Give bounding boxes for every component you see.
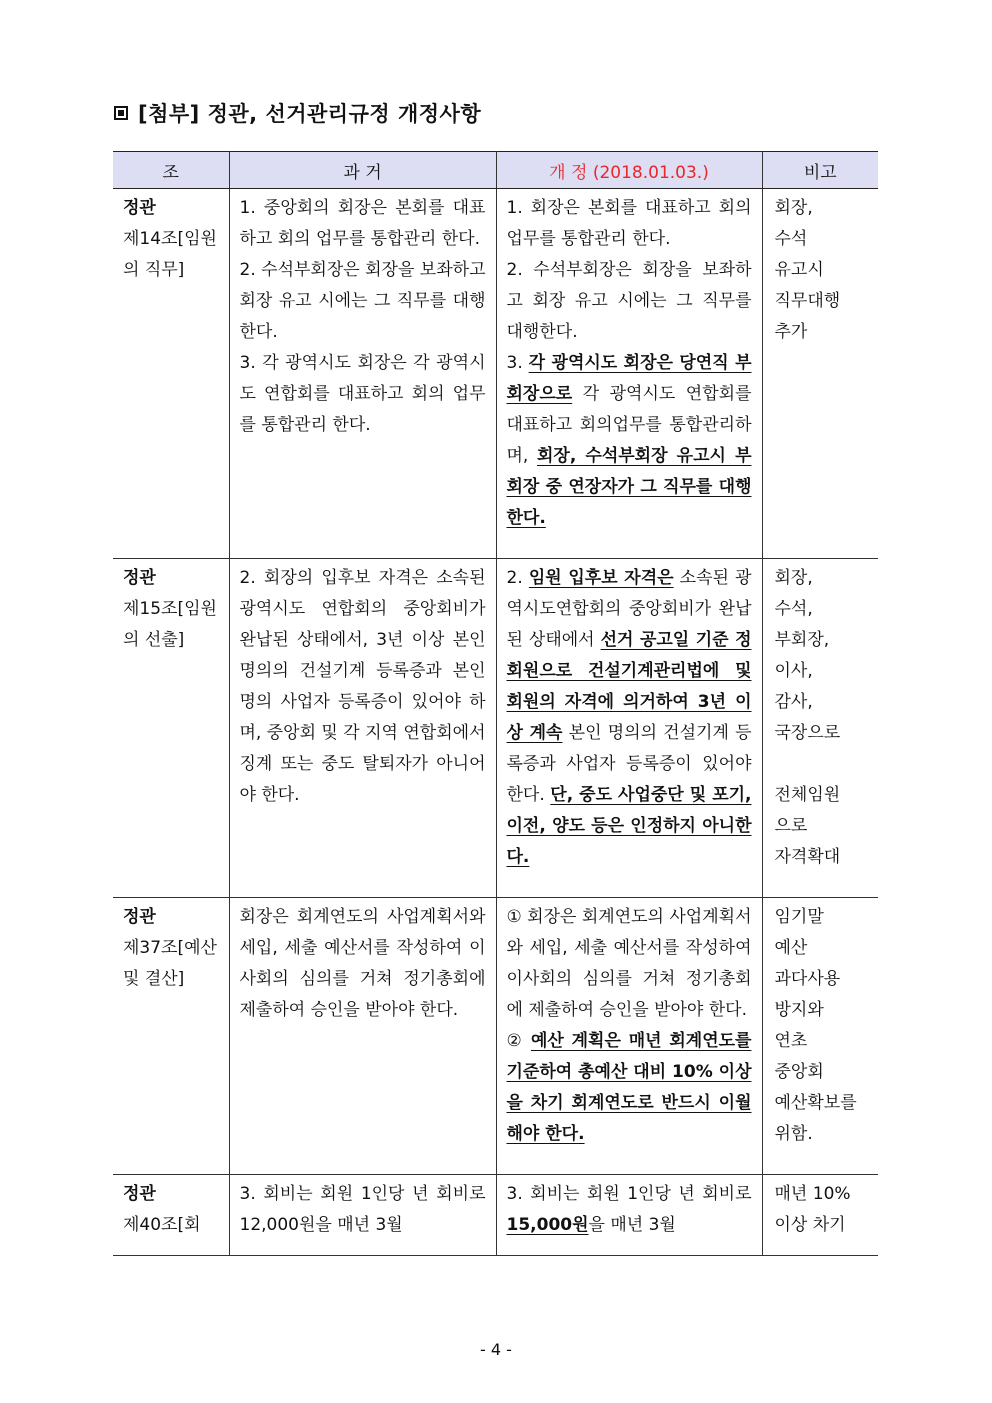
revision-text: 3.	[506, 353, 529, 373]
article-cell	[113, 898, 229, 1175]
past-cell	[229, 559, 496, 898]
past-cell	[229, 1175, 496, 1256]
note-line: 수석,	[774, 599, 813, 619]
past-paragraph: 1. 중앙회의 회장은 본회를 대표하고 회의 업무를 통합관리 한다.	[239, 198, 486, 249]
revision-cell	[496, 1175, 762, 1256]
revision-text: 본인 명의의 건설기계 등록증과 사업자 등록증이 있어야 한다.	[506, 723, 752, 805]
article-label: 정관	[123, 907, 156, 927]
article-cell	[113, 189, 229, 559]
revision-text: 각 광역시도 연합회를 대표하고 회의업무를 통합관리하며,	[506, 384, 752, 466]
revision-paragraph: 2. 수석부회장은 회장을 보좌하고 회장 유고 시에는 그 직무를 대행한다.	[506, 260, 752, 342]
header-note: 비고	[762, 152, 878, 189]
past-cell	[229, 898, 496, 1175]
revision-text: 을 매년 3월	[588, 1215, 676, 1235]
revision-text: 소속된 광역시도연합회의 중앙회비가 완납된 상태에서	[506, 568, 752, 650]
note-line: 으로	[774, 816, 808, 836]
revision-emphasis: 단, 중도 사업중단 및 포기, 이전, 양도 등은 인정하지 아니한다.	[506, 785, 752, 867]
revision-cell	[496, 559, 762, 898]
past-paragraph: 2. 회장의 입후보 자격은 소속된 광역시도 연합회의 중앙회비가 완납된 상태에서, 3년 이상 본인 명의의 건설기계 등록증과 본인 명의 사업자 등록증이 있어야 하며, 중앙회 및 각 지역 연합회에서 징계 또는 중도 탈퇴자가 아니어야 한다.	[239, 568, 486, 805]
article-label: 정관	[123, 568, 156, 588]
revision-text: ②	[506, 1031, 531, 1051]
note-line: 예산확보를	[774, 1093, 857, 1113]
table-row	[113, 559, 878, 898]
revision-emphasis: 임원 입후보 자격은	[528, 568, 674, 588]
past-paragraph: 회장은 회계연도의 사업계획서와 세입, 세출 예산서를 작성하여 이사회의 심의를 거쳐 정기총회에 제출하여 승인을 받아야 한다.	[239, 907, 486, 1020]
article-cell	[113, 1175, 229, 1256]
note-line: 회장,	[774, 568, 813, 588]
revision-paragraph: ① 회장은 회계연도의 사업계획서와 세입, 세출 예산서를 작성하여 이사회의 심의를 거쳐 정기총회에 제출하여 승인을 받아야 한다.	[506, 907, 752, 1020]
square-bullet-icon	[114, 106, 128, 120]
note-line: 유고시	[774, 260, 824, 280]
revision-paragraph: 1. 회장은 본회를 대표하고 회의 업무를 통합관리 한다.	[506, 198, 752, 249]
article-name: 제40조[회	[123, 1215, 201, 1235]
article-name: 제15조[임원의 선출]	[123, 599, 217, 650]
article-label: 정관	[123, 1184, 156, 1204]
article-name: 제14조[임원의 직무]	[123, 229, 217, 280]
note-line: 직무대행	[774, 291, 841, 311]
revision-paragraph	[507, 348, 752, 534]
table-row	[113, 189, 878, 559]
note-line: 예산	[774, 938, 808, 958]
note-line: 연초	[774, 1031, 808, 1051]
note-line: 중앙회	[774, 1062, 824, 1082]
revision-emphasis: 15,000원	[506, 1215, 589, 1235]
past-paragraph: 2. 수석부회장은 회장을 보좌하고 회장 유고 시에는 그 직무를 대행한다.	[239, 260, 486, 342]
revision-text: 2.	[506, 568, 529, 588]
revision-paragraph	[507, 563, 752, 873]
note-line: 자격확대	[774, 847, 841, 867]
note-line: 수석	[774, 229, 808, 249]
note-line: 국장으로	[774, 723, 841, 743]
document-title-text: [첨부] 정관, 선거관리규정 개정사항	[138, 102, 482, 126]
note-cell	[762, 1175, 878, 1256]
table-row	[113, 1175, 878, 1256]
header-article: 조	[113, 152, 229, 189]
note-line: 회장,	[774, 198, 813, 218]
note-cell	[762, 189, 878, 559]
article-cell	[113, 559, 229, 898]
note-line: 임기말	[774, 907, 824, 927]
table-header-row	[113, 152, 878, 189]
note-line: 부회장,	[774, 630, 830, 650]
note-cell	[762, 898, 878, 1175]
note-line: 방지와	[774, 1000, 824, 1020]
table-row	[113, 898, 878, 1175]
note-cell	[762, 559, 878, 898]
note-line	[775, 749, 873, 780]
past-cell	[229, 189, 496, 559]
revision-text: 3. 회비는 회원 1인당 년 회비로	[506, 1184, 752, 1204]
revision-emphasis: 선거 공고일 기준 정회원으로 건설기계관리법에 및 회원의 자격에 의거하여 3년 이상 계속	[506, 630, 752, 743]
past-paragraph: 3. 각 광역시도 회장은 각 광역시도 연합회를 대표하고 회의 업무를 통합관리 한다.	[239, 353, 486, 435]
revision-emphasis: 예산 계획은 매년 회계연도를 기준하여 총예산 대비 10% 이상을 차기 회계연도로 반드시 이월해야 한다.	[506, 1031, 752, 1144]
revision-emphasis: 회장, 수석부회장 유고시 부회장 중 연장자가 그 직무를 대행 한다.	[506, 446, 752, 528]
amendment-table	[113, 151, 878, 1256]
note-line: 추가	[774, 322, 808, 342]
note-line: 전체임원	[774, 785, 841, 805]
header-past: 과 거	[229, 152, 496, 189]
note-line: 이사,	[774, 661, 813, 681]
revision-paragraph	[507, 1179, 752, 1241]
note-line: 과다사용	[774, 969, 841, 989]
past-paragraph: 3. 회비는 회원 1인당 년 회비로 12,000원을 매년 3월	[239, 1184, 486, 1235]
note-line: 매년 10%	[774, 1184, 851, 1204]
note-line: 위함.	[774, 1124, 813, 1144]
revision-cell	[496, 189, 762, 559]
article-label: 정관	[123, 198, 156, 218]
revision-emphasis: 각 광역시도 회장은 당연직 부회장으로	[506, 353, 752, 404]
note-line: 감사,	[774, 692, 813, 712]
article-name: 제37조[예산 및 결산]	[123, 938, 217, 989]
page-number: - 4 -	[480, 1340, 512, 1359]
revision-cell	[496, 898, 762, 1175]
revision-paragraph	[507, 1026, 752, 1150]
note-line: 이상 차기	[774, 1215, 846, 1235]
header-revision: 개 정 (2018.01.03.)	[496, 152, 762, 189]
document-title	[114, 98, 481, 128]
